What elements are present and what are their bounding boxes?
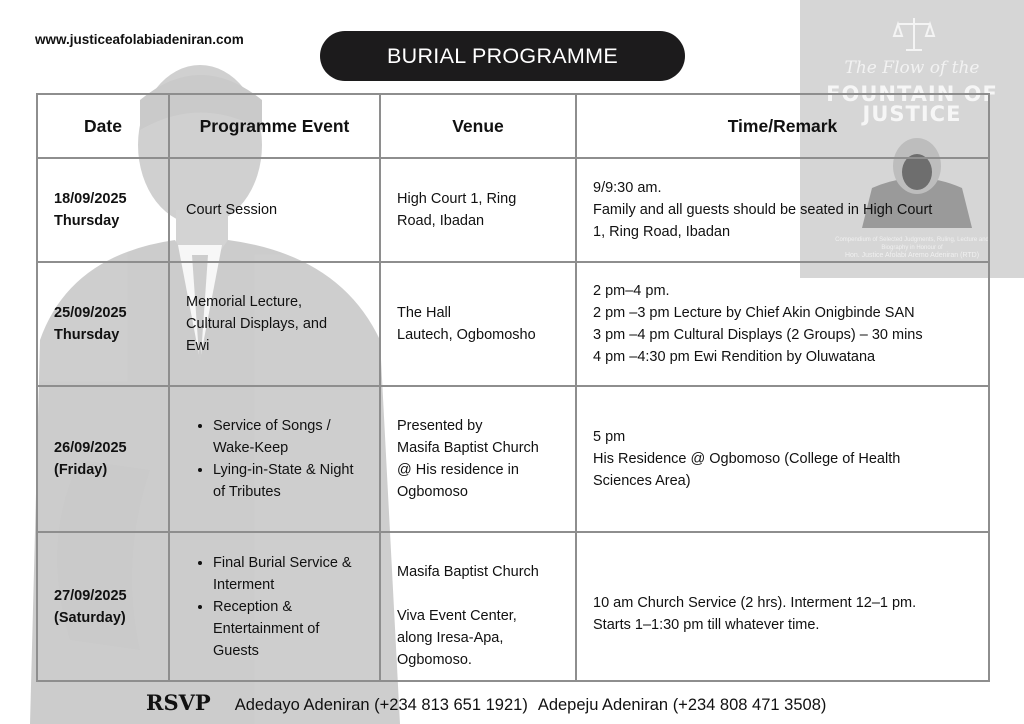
date-text: 27/09/2025	[54, 587, 127, 604]
row-remark	[576, 262, 989, 386]
book-title-line1: The Flow of the	[844, 58, 980, 78]
venue-line: Presented by	[397, 418, 483, 434]
row-date	[37, 386, 169, 532]
event-line: Ewi	[186, 338, 210, 354]
remark-line: 5 pm	[593, 429, 626, 445]
day-text: Thursday	[54, 327, 120, 343]
row-remark	[576, 532, 989, 681]
event-line: Memorial Lecture,	[186, 294, 303, 310]
remark-line: 2 pm –3 pm Lecture by Chief Akin Onigbinde SAN	[593, 305, 915, 321]
list-item: • Reception & Entertainment of Guests	[213, 596, 363, 662]
venue-line: Ogbomoso.	[397, 651, 472, 668]
row-event	[169, 532, 380, 681]
event-list	[186, 415, 363, 503]
date-text: 26/09/2025	[54, 440, 127, 456]
remark-line: His Residence @ Ogbomoso (College of Health	[593, 451, 901, 467]
header-date: Date	[37, 94, 169, 158]
venue-line: Road, Ibadan	[397, 213, 485, 229]
table-row	[37, 158, 989, 262]
row-date	[37, 262, 169, 386]
rsvp-contact-1: Adedayo Adeniran (+234 813 651 1921)	[234, 696, 528, 714]
remark-line: 3 pm –4 pm Cultural Displays (2 Groups) – 30 mins	[593, 327, 923, 343]
row-remark	[576, 386, 989, 532]
header-programme-event: Programme Event	[169, 94, 380, 158]
row-event	[169, 386, 380, 532]
venue-line: Masifa Baptist Church	[397, 563, 539, 580]
row-date	[37, 532, 169, 681]
page-title-text: BURIAL PROGRAMME	[387, 43, 618, 68]
rsvp-label: RSVP	[146, 690, 211, 715]
row-venue	[380, 158, 576, 262]
rsvp-section	[146, 690, 836, 715]
row-event	[169, 262, 380, 386]
remark-line: 1, Ring Road, Ibadan	[593, 224, 731, 240]
page-title	[320, 31, 685, 81]
date-text: 25/09/2025	[54, 305, 127, 321]
scales-of-justice-icon	[892, 14, 936, 54]
venue-spacer	[397, 583, 559, 605]
header-time-remark: Time/Remark	[576, 94, 989, 158]
event-list	[186, 552, 363, 662]
venue-line: Ogbomoso	[397, 484, 468, 500]
row-event	[169, 158, 380, 262]
book-title-line2-text: FOUNTAIN OF	[826, 82, 998, 106]
row-remark	[576, 158, 989, 262]
row-venue	[380, 386, 576, 532]
table-header-row	[37, 94, 989, 158]
event-line: Cultural Displays, and	[186, 316, 328, 332]
venue-line: Viva Event Center,	[397, 607, 517, 624]
venue-line: @ His residence in	[397, 462, 519, 478]
website-url: www.justiceafolabiadeniran.com	[35, 32, 244, 47]
row-venue	[380, 262, 576, 386]
book-title-line3-text: JUSTICE	[862, 102, 962, 126]
book-subtitle-line1: Compendium of Selected Judgments, Ruling, Lecture and	[835, 237, 989, 243]
day-text: Thursday	[54, 213, 120, 229]
event-text: Court Session	[186, 202, 278, 218]
row-date	[37, 158, 169, 262]
venue-line: The Hall	[397, 305, 451, 321]
list-item: • Service of Songs / Wake-Keep	[213, 415, 363, 459]
date-text: 18/09/2025	[54, 191, 127, 207]
venue-line: Lautech, Ogbomosho	[397, 327, 536, 343]
remark-line: Sciences Area)	[593, 473, 691, 489]
list-item: • Final Burial Service & Interment	[213, 552, 363, 596]
remark-line: 9/9:30 am.	[593, 180, 662, 196]
list-item: • Lying-in-State & Night of Tributes	[213, 459, 363, 503]
venue-line: Masifa Baptist Church	[397, 440, 539, 456]
rsvp-contact-2: Adepeju Adeniran (+234 808 471 3508)	[537, 696, 827, 714]
day-text: (Saturday)	[54, 609, 126, 626]
book-subtitle-line3: Hon. Justice Afolabi Aremo Adeniran (RTD)	[844, 252, 980, 259]
table-row	[37, 262, 989, 386]
table-row	[37, 532, 989, 681]
book-subtitle-line2: Biography in Honour of	[881, 245, 943, 251]
header-venue: Venue	[380, 94, 576, 158]
remark-line: 4 pm –4:30 pm Ewi Rendition by Oluwatana	[593, 349, 876, 365]
remark-line: Starts 1–1:30 pm till whatever time.	[593, 616, 820, 633]
row-venue	[380, 532, 576, 681]
day-text: (Friday)	[54, 462, 108, 478]
programme-table	[36, 93, 990, 682]
table-row	[37, 386, 989, 532]
venue-line: High Court 1, Ring	[397, 191, 517, 207]
venue-line: along Iresa-Apa,	[397, 629, 504, 646]
remark-line: Family and all guests should be seated in High Court	[593, 202, 933, 218]
remark-line: 10 am Church Service (2 hrs). Interment 12–1 pm.	[593, 594, 917, 611]
remark-line: 2 pm–4 pm.	[593, 283, 670, 299]
